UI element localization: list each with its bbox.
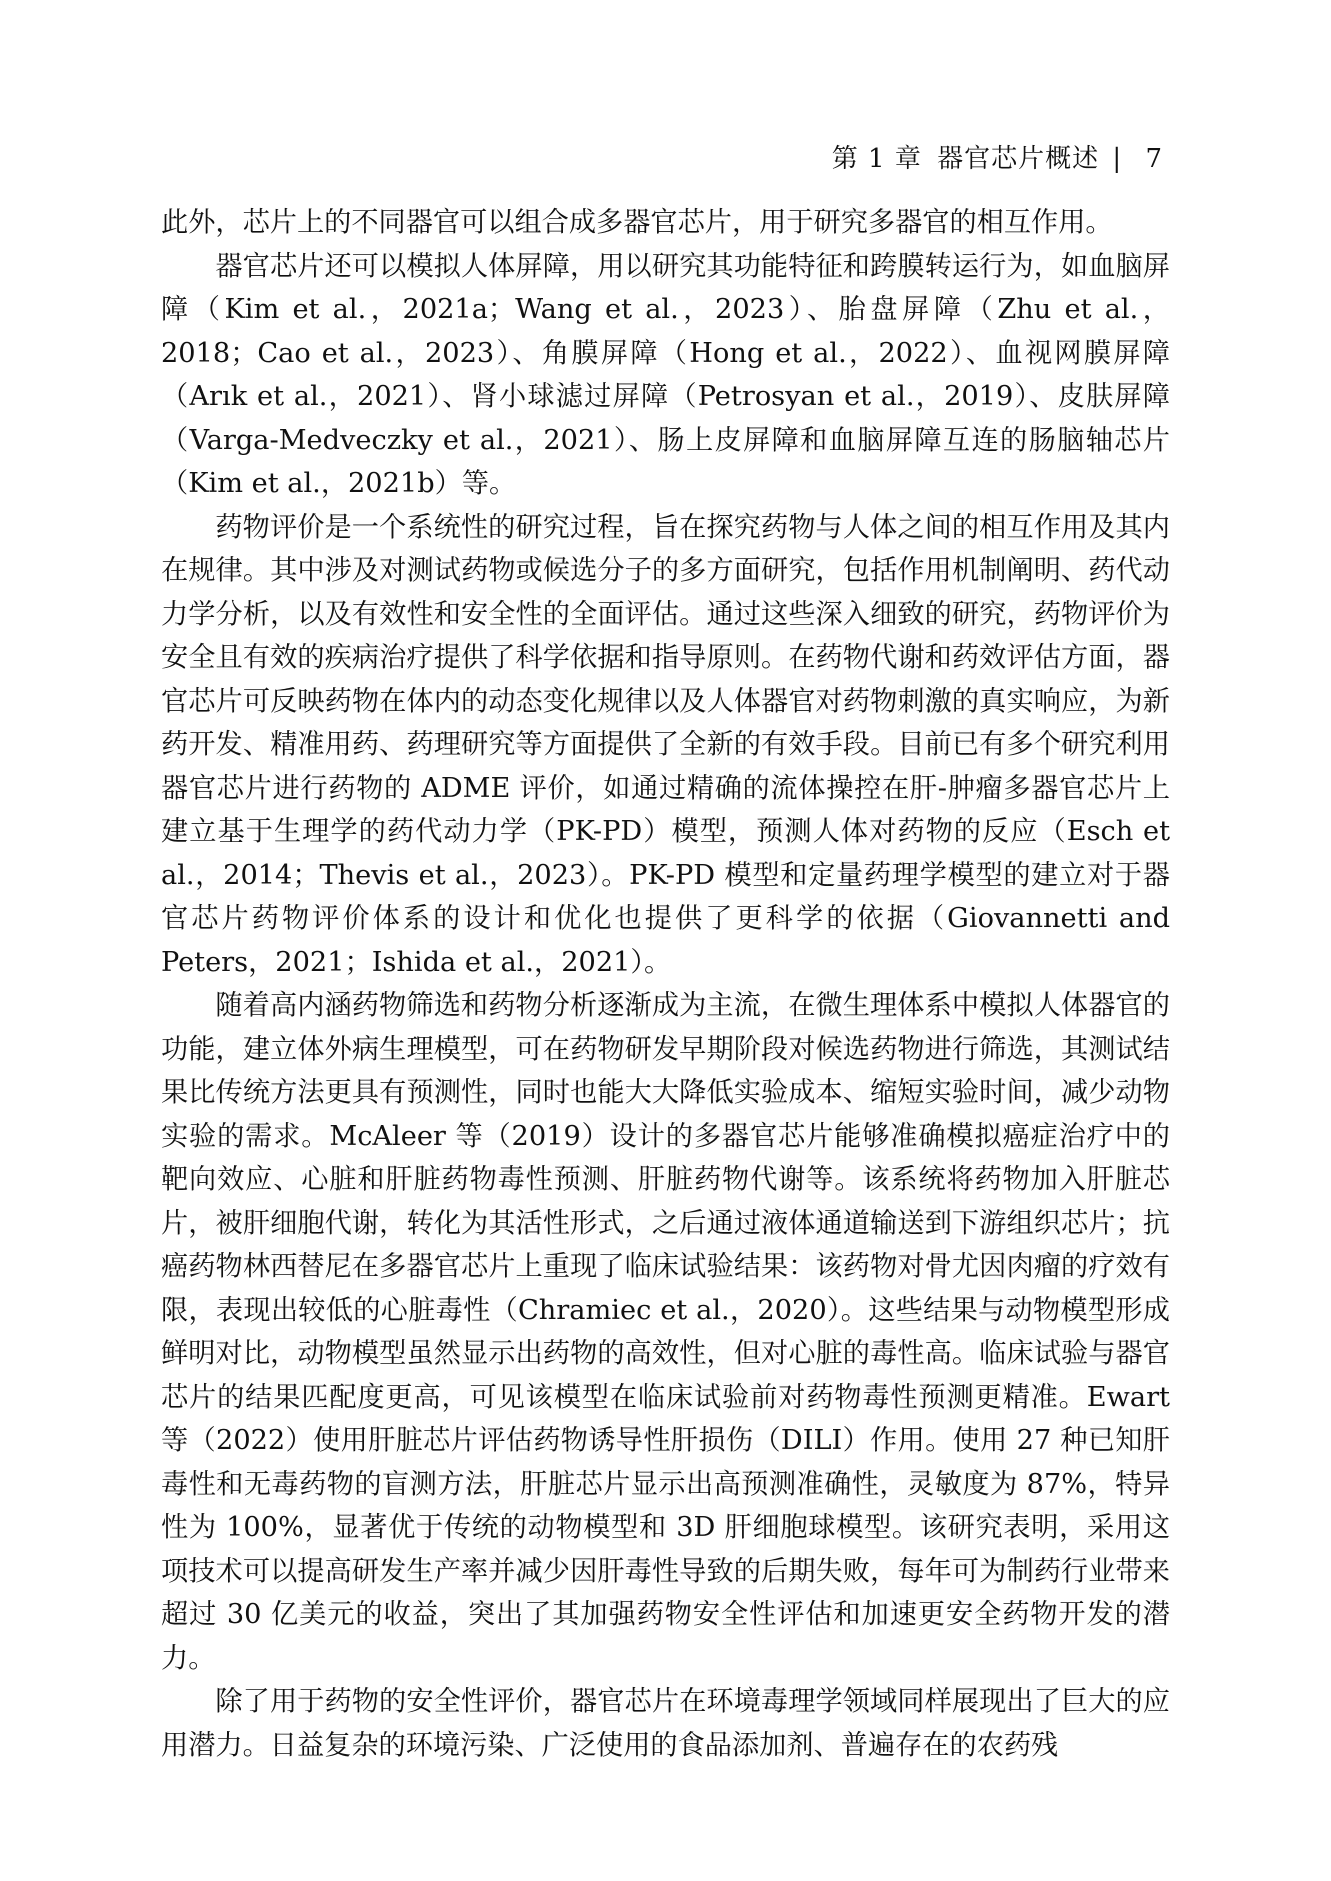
chapter-number: 第 1 章: [831, 144, 922, 174]
paragraph-barriers: 器官芯片还可以模拟人体屏障，用以研究其功能特征和跨膜转运行为，如血脑屏障（Kim et al.，2021a；Wang et al.，2023）、胎盘屏障（Zhu et al.，2018；Cao et al.，2023）、角膜屏障（Hong et al.，2022）、血视网膜屏障（Arık et al.，2021）、肾小球滤过屏障（Petrosyan et al.，2019）、皮肤屏障（Varga-Medveczky et al.，2021）、肠上皮屏障和血脑屏障互连的肠脑轴芯片（Kim et al.，2021b）等。: [161, 250, 1170, 499]
body-text: [161, 201, 1170, 1767]
paragraph-continuation: 此外，芯片上的不同器官可以组合成多器官芯片，用于研究多器官的相互作用。: [161, 207, 1113, 238]
paragraph-environmental-toxicology: 除了用于药物的安全性评价，器官芯片在环境毒理学领域同样展现出了巨大的应用潜力。日益复杂的环境污染、广泛使用的食品添加剂、普遍存在的农药残: [161, 1686, 1170, 1761]
paragraph-drug-screening: 随着高内涵药物筛选和药物分析逐渐成为主流，在微生理体系中模拟人体器官的功能，建立体外病生理模型，可在药物研发早期阶段对候选药物进行筛选，其测试结果比传统方法更具有预测性，同时也能大大降低实验成本、缩短实验时间，减少动物实验的需求。McAleer 等（2019）设计的多器官芯片能够准确模拟癌症治疗中的靶向效应、心脏和肝脏药物毒性预测、肝脏药物代谢等。该系统将药物加入肝脏芯片，被肝细胞代谢，转化为其活性形式，之后通过液体通道输送到下游组织芯片；抗癌药物林西替尼在多器官芯片上重现了临床试验结果：该药物对骨尤因肉瘤的疗效有限，表现出较低的心脏毒性（Chramiec et al.，2020）。这些结果与动物模型形成鲜明对比，动物模型虽然显示出药物的高效性，但对心脏的毒性高。临床试验与器官芯片的结果匹配度更高，可见该模型在临床试验前对药物毒性预测更精准。Ewart 等（2022）使用肝脏芯片评估药物诱导性肝损伤（DILI）作用。使用 27 种已知肝毒性和无毒药物的盲测方法，肝脏芯片显示出高预测准确性，灵敏度为 87%，特异性为 100%，显著优于传统的动物模型和 3D 肝细胞球模型。该研究表明，采用这项技术可以提高研发生产率并减少因肝毒性导致的后期失败，每年可为制药行业带来超过 30 亿美元的收益，突出了其加强药物安全性评估和加速更安全药物开发的潜力。: [161, 990, 1170, 1674]
paragraph-drug-evaluation: 药物评价是一个系统性的研究过程，旨在探究药物与人体之间的相互作用及其内在规律。其中涉及对测试药物或候选分子的多方面研究，包括作用机制阐明、药代动力学分析，以及有效性和安全性的全面评估。通过这些深入细致的研究，药物评价为安全且有效的疾病治疗提供了科学依据和指导原则。在药物代谢和药效评估方面，器官芯片可反映药物在体内的动态变化规律以及人体器官对药物刺激的真实响应，为新药开发、精准用药、药理研究等方面提供了全新的有效手段。目前已有多个研究利用器官芯片进行药物的 ADME 评价，如通过精确的流体操控在肝-肿瘤多器官芯片上建立基于生理学的药代动力学（PK-PD）模型，预测人体对药物的反应（Esch et al.，2014；Thevis et al.，2023）。PK-PD 模型和定量药理学模型的建立对于器官芯片药物评价体系的设计和优化也提供了更科学的依据（Giovannetti and Peters，2021；Ishida et al.，2021）。: [161, 511, 1170, 978]
chapter-title: 器官芯片概述: [937, 144, 1100, 174]
page-number: 7: [1145, 144, 1163, 174]
running-header: [832, 142, 1163, 176]
header-separator: |: [1112, 144, 1123, 174]
